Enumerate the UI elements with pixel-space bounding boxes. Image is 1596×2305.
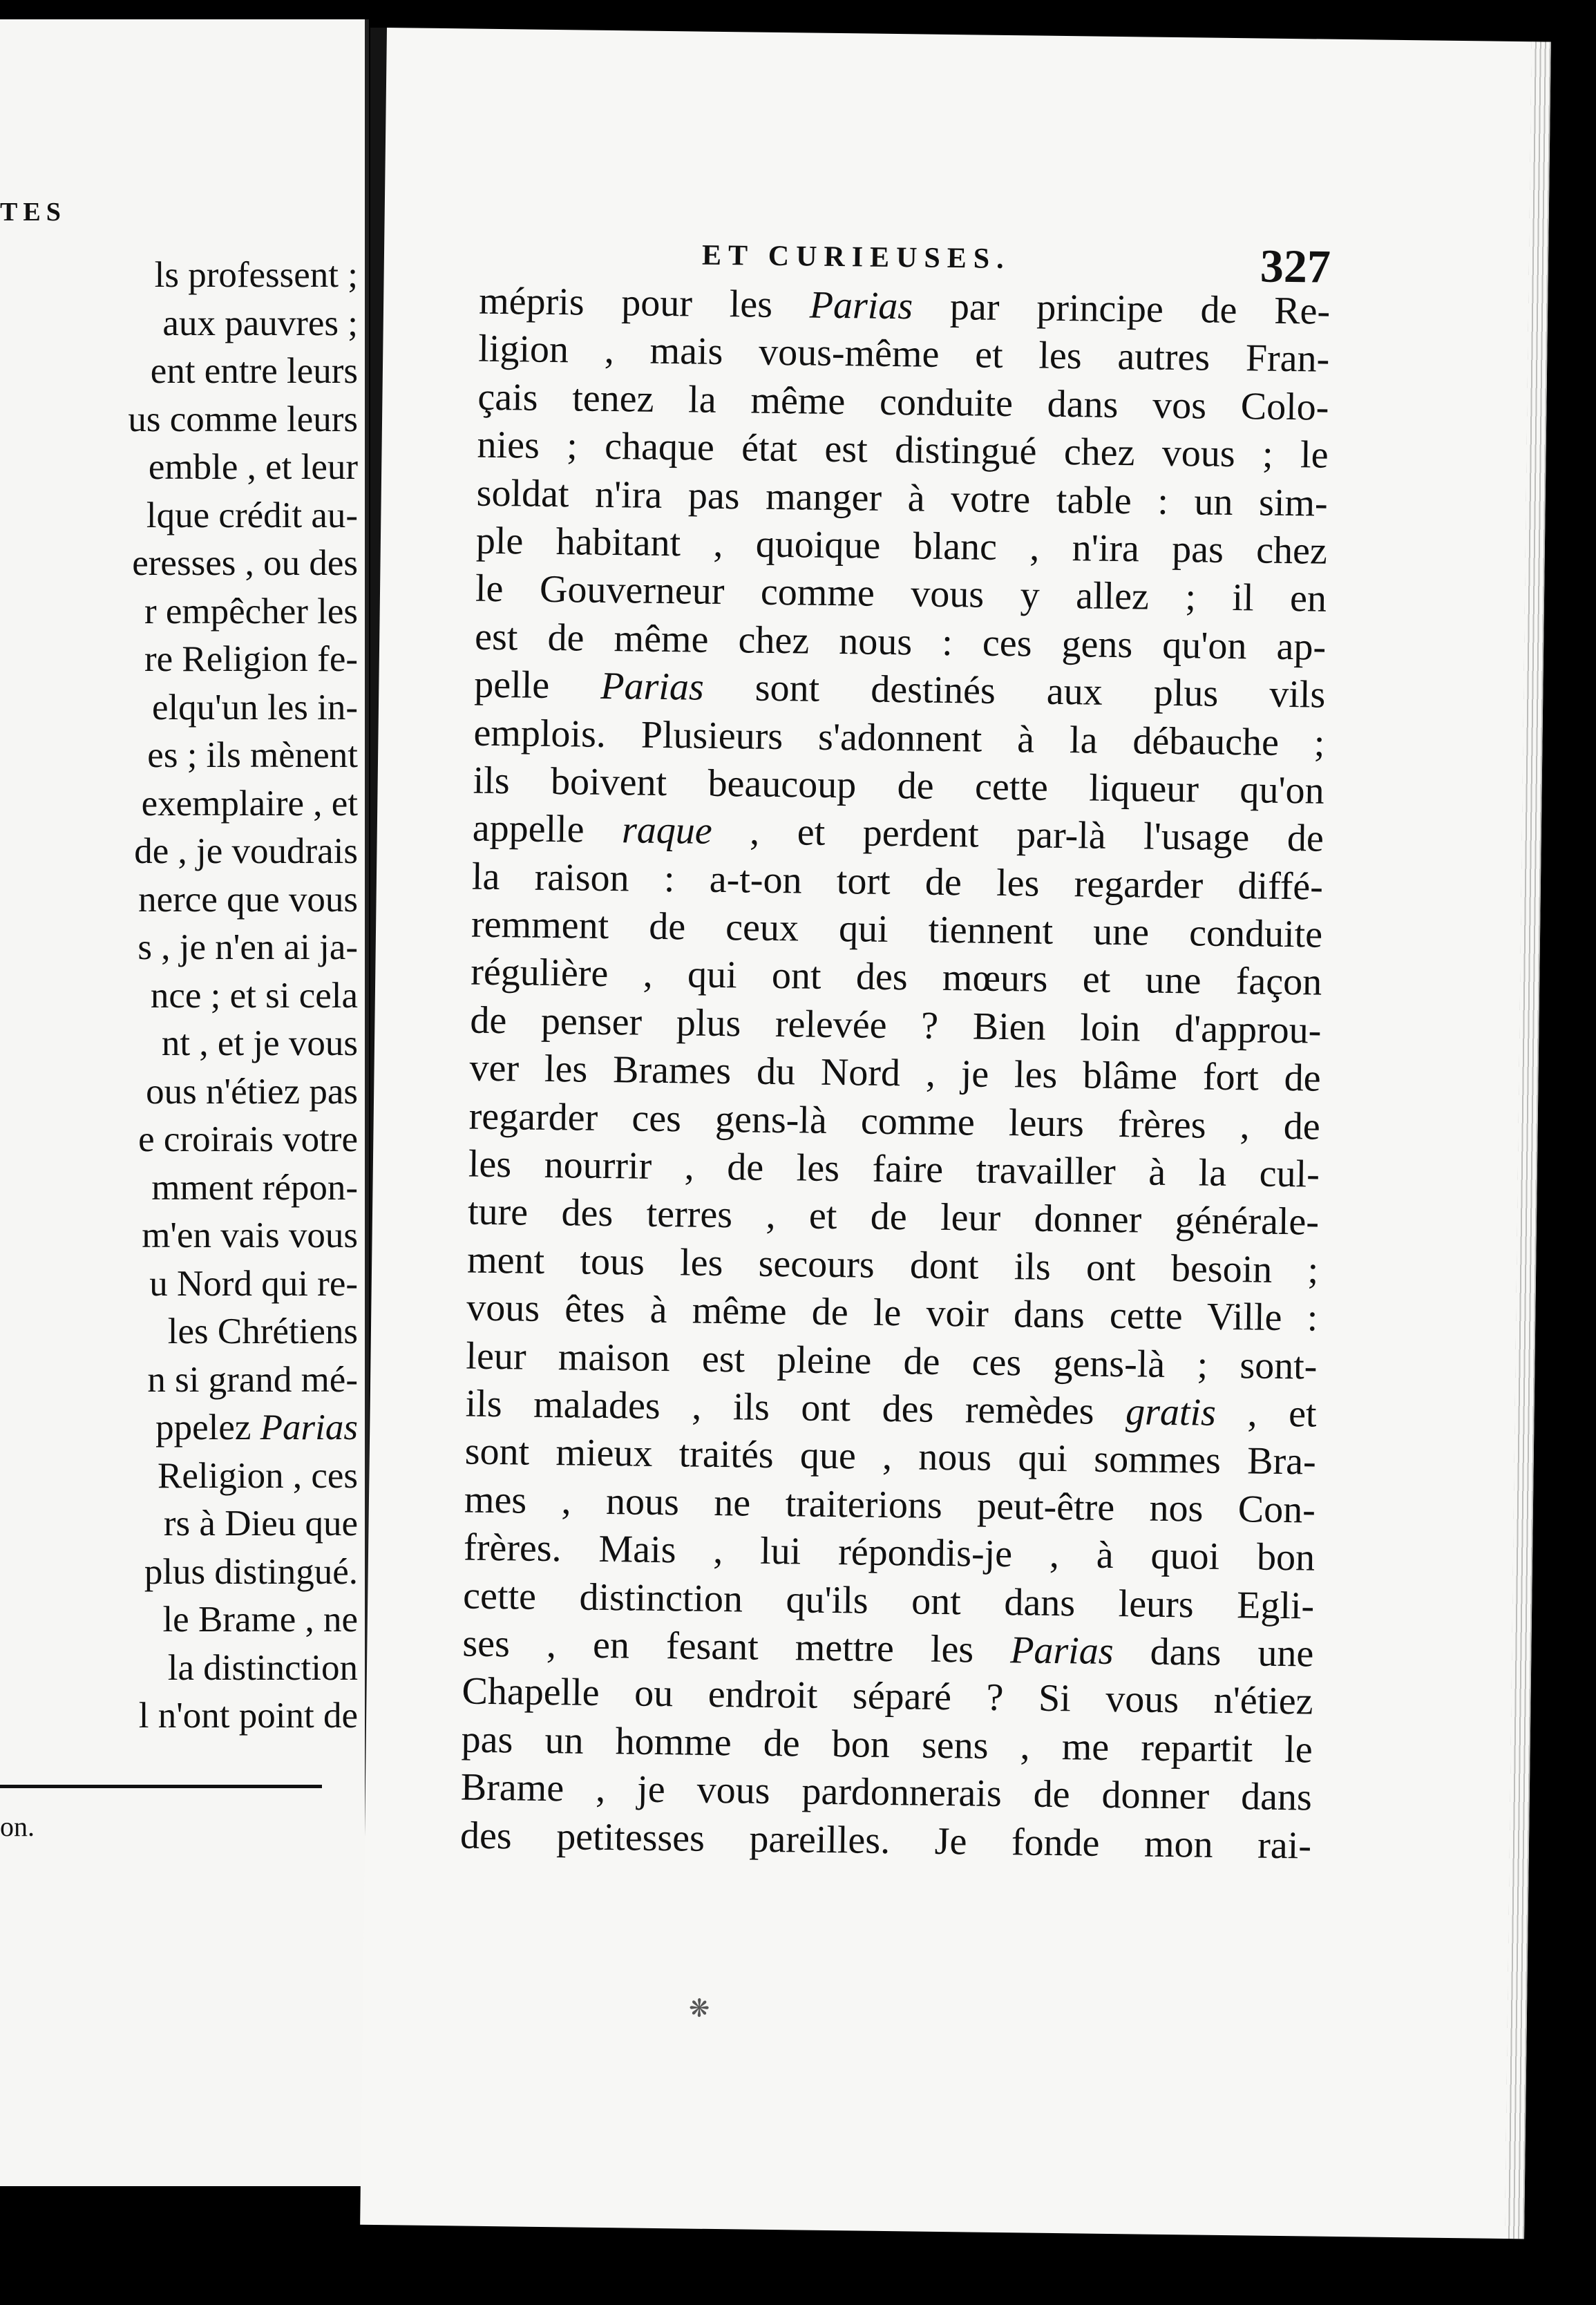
body-text: [460, 278, 1331, 1870]
text-line: re Religion fe-: [144, 639, 358, 679]
left-footnote: on.: [0, 1811, 35, 1842]
text-line: ils malades , ils ont des remèdes gratis , et: [465, 1382, 1317, 1436]
text-line: des petitesses pareilles. Je fonde mon rai-: [459, 1813, 1312, 1868]
text-line: e croirais votre: [138, 1119, 358, 1159]
text-line: le Brame , ne: [162, 1600, 358, 1640]
text-line: nce ; et si cela: [150, 975, 358, 1016]
left-page: [0, 19, 369, 2186]
text-line: pas un homme de bon sens , me repartit le: [461, 1718, 1313, 1772]
text-line: r empêcher les: [144, 591, 358, 632]
right-page: [360, 28, 1551, 2239]
text-line: aux pauvres ;: [162, 303, 358, 343]
ink-speck: ❋: [688, 1994, 710, 2022]
text-line: l n'ont point de: [138, 1696, 358, 1736]
text-line: emble , et leur: [148, 447, 358, 487]
text-line: vous êtes à même de le voir dans cette Ville :: [466, 1286, 1318, 1340]
text-line: m'en vais vous: [142, 1215, 358, 1255]
text-line: ous n'étiez pas: [146, 1071, 358, 1112]
text-line: est de même chez nous : ces gens qu'on ap-: [474, 615, 1327, 669]
text-line: eresses , ou des: [132, 543, 358, 583]
text-line: la raison : a-t-on tort de les regarder diffé-: [471, 855, 1324, 909]
text-line: n si grand mé-: [147, 1359, 358, 1400]
text-line: de , je voudrais: [134, 831, 358, 871]
text-line: emplois. Plusieurs s'adonnent à la débauche ;: [473, 711, 1325, 765]
text-line: ment tous les secours dont ils ont besoin ;: [466, 1238, 1319, 1292]
text-line: es ; ils mènent: [147, 735, 358, 775]
text-line: pelle Parias sont destinés aux plus vils: [474, 663, 1326, 717]
text-line: les nourrir , de les faire travailler à la cul-: [468, 1142, 1320, 1196]
text-line: mes , nous ne traiterions peut-être nos Con-: [464, 1478, 1316, 1532]
text-line: les Chrétiens: [167, 1311, 358, 1351]
text-line: de penser plus relevée ? Bien loin d'approu-: [470, 998, 1322, 1052]
text-line: nies ; chaque état est distingué chez vous ; le: [477, 423, 1329, 477]
text-line: ses , en fesant mettre les Parias dans une: [462, 1622, 1314, 1676]
text-line: regarder ces gens-là comme leurs frères , de: [468, 1094, 1321, 1148]
footnote-rule: [0, 1785, 322, 1788]
page-number: 327: [1260, 239, 1331, 293]
running-head: ET CURIEUSES.: [701, 239, 1011, 276]
left-running-head: TES: [0, 198, 66, 227]
text-line: régulière , qui ont des mœurs et une façon: [470, 951, 1322, 1005]
text-line: soldat n'ira pas manger à votre table : un sim-: [476, 471, 1329, 525]
text-line: nt , et je vous: [161, 1023, 358, 1063]
text-line: frères. Mais , lui répondis-je , à quoi bon: [463, 1526, 1315, 1580]
text-line: ver les Brames du Nord , je les blâme fort de: [469, 1046, 1321, 1100]
text-line: leur maison est pleine de ces gens-là ; sont-: [466, 1334, 1318, 1388]
text-line: ils boivent beaucoup de cette liqueur qu'on: [473, 759, 1324, 813]
text-line: s , je n'en ai ja-: [137, 927, 358, 967]
text-line: çais tenez la même conduite dans vos Colo-: [477, 375, 1329, 429]
text-line: elqu'un les in-: [151, 687, 358, 728]
page-edge: [1505, 41, 1551, 2239]
text-line: plus distingué.: [144, 1551, 358, 1592]
text-line: ple habitant , quoique blanc , n'ira pas chez: [475, 519, 1328, 573]
text-line: appelle raque , et perdent par-là l'usage de: [472, 806, 1324, 860]
text-line: ligion , mais vous-même et les autres Fran-: [477, 328, 1330, 381]
text-line: la distinction: [167, 1647, 358, 1688]
text-line: ppelez Parias: [155, 1407, 358, 1448]
text-line: remment de ceux qui tiennent une conduite: [471, 902, 1323, 956]
text-line: Chapelle ou endroit séparé ? Si vous n'étiez: [462, 1669, 1313, 1723]
text-line: le Gouverneur comme vous y allez ; il en: [475, 567, 1327, 621]
text-line: exemplaire , et: [141, 783, 358, 824]
text-line: ent entre leurs: [150, 351, 358, 391]
text-line: sont mieux traités que , nous qui sommes Bra-: [464, 1430, 1317, 1483]
text-line: u Nord qui re-: [149, 1263, 358, 1304]
left-text-block: [0, 252, 358, 1740]
text-line: nerce que vous: [138, 879, 358, 920]
text-line: cette distinction qu'ils ont dans leurs Egli-: [462, 1574, 1315, 1628]
text-line: rs à Dieu que: [163, 1504, 358, 1544]
text-line: us comme leurs: [128, 399, 358, 439]
text-line: Brame , je vous pardonnerais de donner dans: [460, 1765, 1313, 1819]
text-line: ls professent ;: [154, 255, 358, 295]
text-line: mépris pour les Parias par principe de Re-: [478, 279, 1331, 333]
text-line: ture des terres , et de leur donner générale-: [467, 1190, 1320, 1244]
text-line: lque crédit au-: [146, 495, 358, 535]
text-line: mment répon-: [151, 1167, 358, 1208]
text-line: Religion , ces: [158, 1455, 358, 1496]
